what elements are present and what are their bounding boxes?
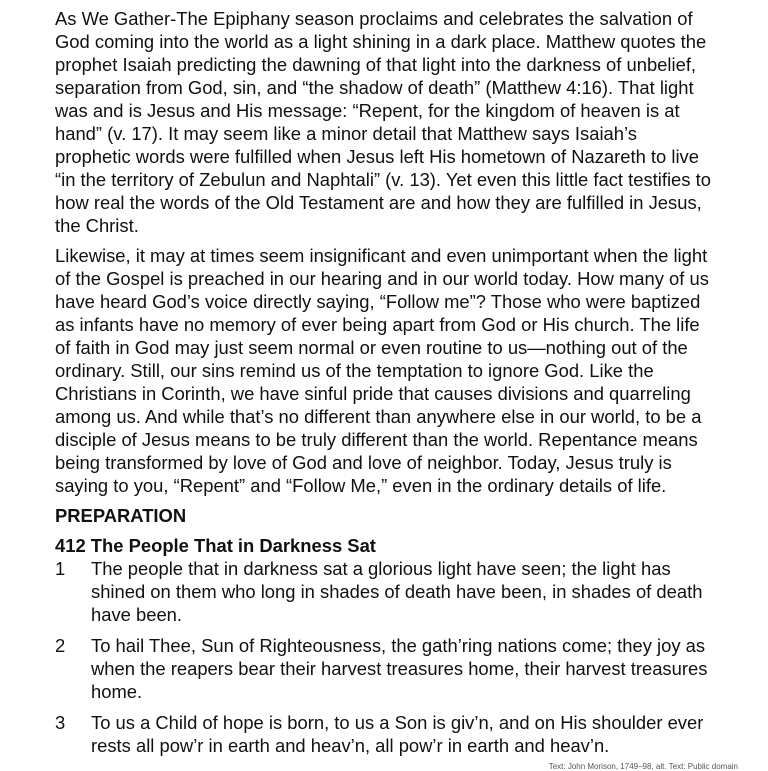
reflection-paragraph: Likewise, it may at times seem insignificant and even unimportant when the light of the Gospel is preached in our hearing and in our world today. How many of us have heard God’s voice directly saying, “Follow me”? Those who were baptized as infants have no memory of ever being apart from God or His church. The life of faith in God may just seem normal or even routine to us—nothing out of the ordinary. Still, our sins remind us of the temptation to ignore God. Like the Christians in Corinth, we have sinful pride that causes divisions and quarreling among us. And while that’s no different than anywhere else in our world, to be a disciple of Jesus means to be truly different than the world. Repentance means being transformed by love of God and love of neighbor. Today, Jesus truly is saying to you, “Repent” and “Follow Me,” even in the ordinary details of life. xyxy=(55,245,709,496)
stanza-number: 3 xyxy=(55,712,66,733)
stanza-number: 2 xyxy=(55,635,66,656)
hymn-stanza xyxy=(55,711,715,757)
hymn-credit: Text: John Morison, 1749–98, alt. Text: Public domain xyxy=(548,762,738,771)
hymn-stanza xyxy=(55,634,715,703)
hymn-stanza xyxy=(55,557,715,626)
stanza-text: To us a Child of hope is born, to us a Son is giv’n, and on His shoulder ever rests all pow’r in earth and heav’n, all pow’r in earth and heav’n. xyxy=(91,712,704,756)
stanza-text: To hail Thee, Sun of Righteousness, the gath’ring nations come; they joy as when the reapers bear their harvest treasures home, their harvest treasures home. xyxy=(91,635,708,702)
as-we-gather-paragraph: As We Gather-The Epiphany season proclaims and celebrates the salvation of God coming into the world as a light shining in a dark place. Matthew quotes the prophet Isaiah predicting the dawning of that light into the darkness of unbelief, separation from God, sin, and “the shadow of death” (Matthew 4:16). That light was and is Jesus and His message: “Repent, for the kingdom of heaven is at hand” (v. 17). It may seem like a minor detail that Matthew says Isaiah’s prophetic words were fulfilled when Jesus left His hometown of Nazareth to live “in the territory of Zebulun and Naphtali” (v. 13). Yet even this little fact testifies to how real the words of the Old Testament are and how they are fulfilled in Jesus, the Christ. xyxy=(55,8,711,236)
hymn-title: 412 The People That in Darkness Sat xyxy=(55,535,376,556)
bulletin-page xyxy=(55,7,715,765)
section-heading-preparation: PREPARATION xyxy=(55,505,187,526)
stanza-text: The people that in darkness sat a glorious light have seen; the light has shined on them who long in shades of death have been, in shades of death have been. xyxy=(91,558,703,625)
stanza-number: 1 xyxy=(55,558,66,579)
